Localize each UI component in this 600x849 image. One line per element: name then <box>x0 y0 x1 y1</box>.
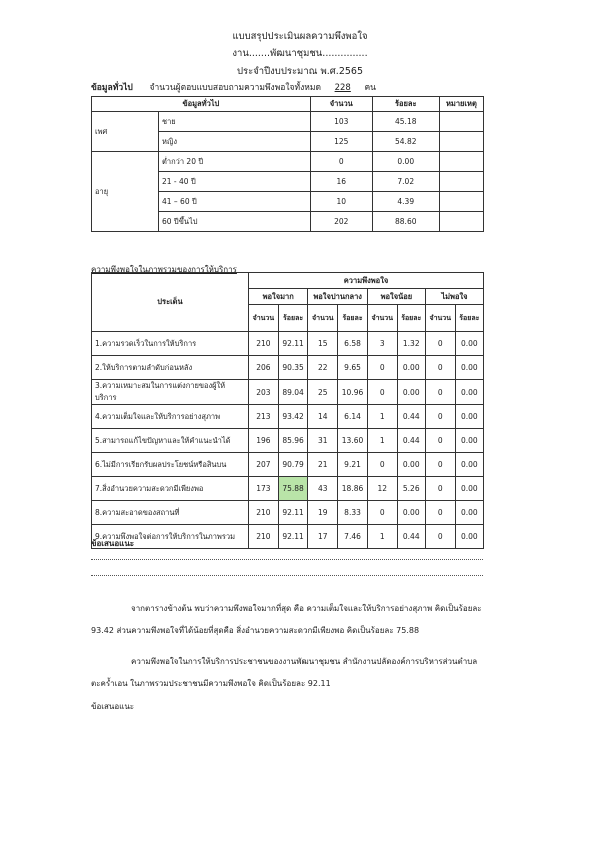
cell-count: 0 <box>425 501 455 525</box>
row-item: 5.สามารถแก้ไขปัญหาและให้คำแนะนำได้ <box>92 429 249 453</box>
cell-count: 17 <box>308 525 338 549</box>
table-row <box>92 453 484 477</box>
table-row <box>92 477 484 501</box>
table-row <box>92 332 484 356</box>
cell-percent: 6.58 <box>338 332 368 356</box>
general-info-line <box>91 80 491 94</box>
cell-count: 14 <box>308 405 338 429</box>
cell-percent: 8.33 <box>338 501 368 525</box>
table-row <box>92 112 484 132</box>
row-percent: 88.60 <box>372 212 439 232</box>
cell-percent: 18.86 <box>338 477 368 501</box>
unit-name: งาน.......พัฒนาชุมชน............... <box>232 48 368 59</box>
header-satisfaction: ความพึงพอใจ <box>249 273 484 289</box>
table-row <box>92 152 484 172</box>
cell-count: 196 <box>249 429 279 453</box>
cell-count: 0 <box>425 405 455 429</box>
cell-count: 1 <box>367 429 397 453</box>
cell-count: 0 <box>425 429 455 453</box>
summary-paragraph-1: จากตารางข้างต้น พบว่าความพึงพอใจมากที่สุด คือ ความเต็มใจและให้บริการอย่างสุภาพ คิดเป็นร้อยละ 93.42 ส่วนความพึงพอใจที่ได้น้อยที่สุดคือ สิ่งอำนวยความสะดวกมีเพียงพอ คิดเป็นร้อยละ 75.88 <box>91 604 482 635</box>
cell-percent: 0.44 <box>397 405 425 429</box>
cell-percent: 0.00 <box>397 501 425 525</box>
table-row <box>92 380 484 405</box>
cell-percent: 0.00 <box>455 501 483 525</box>
cell-count: 0 <box>367 501 397 525</box>
header-count: จำนวน <box>310 97 372 112</box>
suggestions-label: ข้อเสนอแนะ <box>91 539 135 548</box>
cell-count: 0 <box>425 453 455 477</box>
cell-count: 0 <box>367 380 397 405</box>
row-note <box>439 172 483 192</box>
row-item: 7.สิ่งอำนวยความสะดวกมีเพียงพอ <box>92 477 249 501</box>
cell-percent: 0.00 <box>455 525 483 549</box>
header-level: พอใจปานกลาง <box>308 289 367 305</box>
header-count: จำนวน <box>249 305 279 332</box>
header-percent: ร้อยละ <box>372 97 439 112</box>
suggestion-line <box>91 558 483 560</box>
row-count: 103 <box>310 112 372 132</box>
cell-count: 173 <box>249 477 279 501</box>
header-count: จำนวน <box>308 305 338 332</box>
cell-percent: 5.26 <box>397 477 425 501</box>
cell-percent: 0.00 <box>455 453 483 477</box>
cell-percent: 10.96 <box>338 380 368 405</box>
suggestion-line <box>91 574 483 576</box>
table-row <box>92 356 484 380</box>
header-count: จำนวน <box>425 305 455 332</box>
respondents-text: จำนวนผู้ตอบแบบสอบถามความพึงพอใจทั้งหมด <box>149 83 322 93</box>
row-item: 4.ความเต็มใจและให้บริการอย่างสุภาพ <box>92 405 249 429</box>
header-percent: ร้อยละ <box>397 305 425 332</box>
header-level: พอใจมาก <box>249 289 308 305</box>
cell-percent: 0.00 <box>455 332 483 356</box>
respondents-count: 228 <box>334 83 351 93</box>
table-row <box>92 429 484 453</box>
row-count: 125 <box>310 132 372 152</box>
header-percent: ร้อยละ <box>455 305 483 332</box>
cell-count: 12 <box>367 477 397 501</box>
header-percent: ร้อยละ <box>338 305 368 332</box>
header-percent: ร้อยละ <box>278 305 308 332</box>
row-item: 2.ให้บริการตามลำดับก่อนหลัง <box>92 356 249 380</box>
row-percent: 0.00 <box>372 152 439 172</box>
row-item: 3.ความเหมาะสมในการแต่งกายของผู้ให้บริการ <box>92 380 249 405</box>
general-info-label: ข้อมูลทั่วไป <box>91 83 133 93</box>
cell-count: 0 <box>425 525 455 549</box>
cell-count: 210 <box>249 332 279 356</box>
cell-count: 207 <box>249 453 279 477</box>
header-issue: ประเด็น <box>92 273 249 332</box>
group-name: เพศ <box>92 112 159 152</box>
cell-percent: 0.00 <box>397 380 425 405</box>
cell-count: 0 <box>425 332 455 356</box>
suggestions-label-bottom: ข้อเสนอแนะ <box>91 702 135 711</box>
cell-percent: 0.00 <box>455 405 483 429</box>
cell-percent: 0.00 <box>455 477 483 501</box>
cell-count: 21 <box>308 453 338 477</box>
row-note <box>439 212 483 232</box>
cell-count: 0 <box>425 356 455 380</box>
table-header-row <box>92 273 484 289</box>
cell-count: 0 <box>367 356 397 380</box>
row-count: 202 <box>310 212 372 232</box>
cell-count: 210 <box>249 501 279 525</box>
header-count: จำนวน <box>367 305 397 332</box>
cell-percent: 90.35 <box>278 356 308 380</box>
summary-paragraph-2: ความพึงพอใจในการให้บริการประชาชนของงานพัฒนาชุมชน สำนักงานปลัดองค์การบริหารส่วนตำบลตะคร้ำเอน ในภาพรวมประชาชนมีความพึงพอใจ คิดเป็นร้อยละ 92.11 <box>91 657 478 688</box>
general-info-table <box>91 96 484 232</box>
header-note: หมายเหตุ <box>439 97 483 112</box>
cell-count: 203 <box>249 380 279 405</box>
cell-count: 3 <box>367 332 397 356</box>
cell-percent: 13.60 <box>338 429 368 453</box>
cell-count: 0 <box>425 380 455 405</box>
cell-percent: 9.21 <box>338 453 368 477</box>
header-level: ไม่พอใจ <box>425 289 483 305</box>
cell-count: 206 <box>249 356 279 380</box>
header-level: พอใจน้อย <box>367 289 425 305</box>
cell-percent: 93.42 <box>278 405 308 429</box>
row-item: 8.ความสะอาดของสถานที่ <box>92 501 249 525</box>
table-row <box>92 525 484 549</box>
row-note <box>439 152 483 172</box>
row-label: 41 – 60 ปี <box>159 192 311 212</box>
cell-count: 43 <box>308 477 338 501</box>
cell-percent: 92.11 <box>278 501 308 525</box>
cell-percent: 7.46 <box>338 525 368 549</box>
row-percent: 45.18 <box>372 112 439 132</box>
cell-percent: 0.00 <box>397 453 425 477</box>
cell-percent: 1.32 <box>397 332 425 356</box>
cell-percent: 0.00 <box>455 356 483 380</box>
cell-percent: 0.44 <box>397 429 425 453</box>
row-count: 16 <box>310 172 372 192</box>
row-percent: 4.39 <box>372 192 439 212</box>
cell-percent: 92.11 <box>278 332 308 356</box>
fiscal-year: ประจำปีงบประมาณ พ.ศ.2565 <box>236 66 363 77</box>
cell-percent: 0.00 <box>455 380 483 405</box>
cell-count: 0 <box>367 453 397 477</box>
header-general: ข้อมูลทั่วไป <box>92 97 311 112</box>
group-name: อายุ <box>92 152 159 232</box>
cell-count: 1 <box>367 525 397 549</box>
satisfaction-table-body <box>92 332 484 549</box>
row-percent: 54.82 <box>372 132 439 152</box>
row-label: 60 ปีขึ้นไป <box>159 212 311 232</box>
cell-count: 31 <box>308 429 338 453</box>
row-item: 1.ความรวดเร็วในการให้บริการ <box>92 332 249 356</box>
cell-percent: 85.96 <box>278 429 308 453</box>
table-header-row <box>92 97 484 112</box>
row-label: หญิง <box>159 132 311 152</box>
row-note <box>439 132 483 152</box>
row-item: 9.ความพึงพอใจต่อการให้บริการในภาพรวม <box>92 525 249 549</box>
row-label: ต่ำกว่า 20 ปี <box>159 152 311 172</box>
cell-percent: 0.00 <box>397 356 425 380</box>
cell-count: 213 <box>249 405 279 429</box>
row-percent: 7.02 <box>372 172 439 192</box>
row-note <box>439 112 483 132</box>
cell-percent: 92.11 <box>278 525 308 549</box>
cell-percent: 90.79 <box>278 453 308 477</box>
row-note <box>439 192 483 212</box>
row-label: 21 - 40 ปี <box>159 172 311 192</box>
cell-percent: 9.65 <box>338 356 368 380</box>
document-title: แบบสรุปประเมินผลความพึงพอใจ <box>232 31 368 42</box>
cell-count: 15 <box>308 332 338 356</box>
cell-percent: 89.04 <box>278 380 308 405</box>
cell-percent: 0.44 <box>397 525 425 549</box>
table-row <box>92 501 484 525</box>
cell-count: 22 <box>308 356 338 380</box>
cell-percent: 0.00 <box>455 429 483 453</box>
row-count: 0 <box>310 152 372 172</box>
cell-count: 19 <box>308 501 338 525</box>
row-label: ชาย <box>159 112 311 132</box>
cell-count: 1 <box>367 405 397 429</box>
cell-percent: 6.14 <box>338 405 368 429</box>
row-item: 6.ไม่มีการเรียกรับผลประโยชน์หรือสินบน <box>92 453 249 477</box>
cell-count: 0 <box>425 477 455 501</box>
satisfaction-table <box>91 272 484 549</box>
satisfaction-section-title: ความพึงพอใจในภาพรวมของการให้บริการ <box>91 265 237 274</box>
row-count: 10 <box>310 192 372 212</box>
cell-count: 210 <box>249 525 279 549</box>
cell-count: 25 <box>308 380 338 405</box>
respondents-unit: คน <box>364 83 376 93</box>
cell-percent: 75.88 <box>278 477 308 501</box>
table-row <box>92 405 484 429</box>
